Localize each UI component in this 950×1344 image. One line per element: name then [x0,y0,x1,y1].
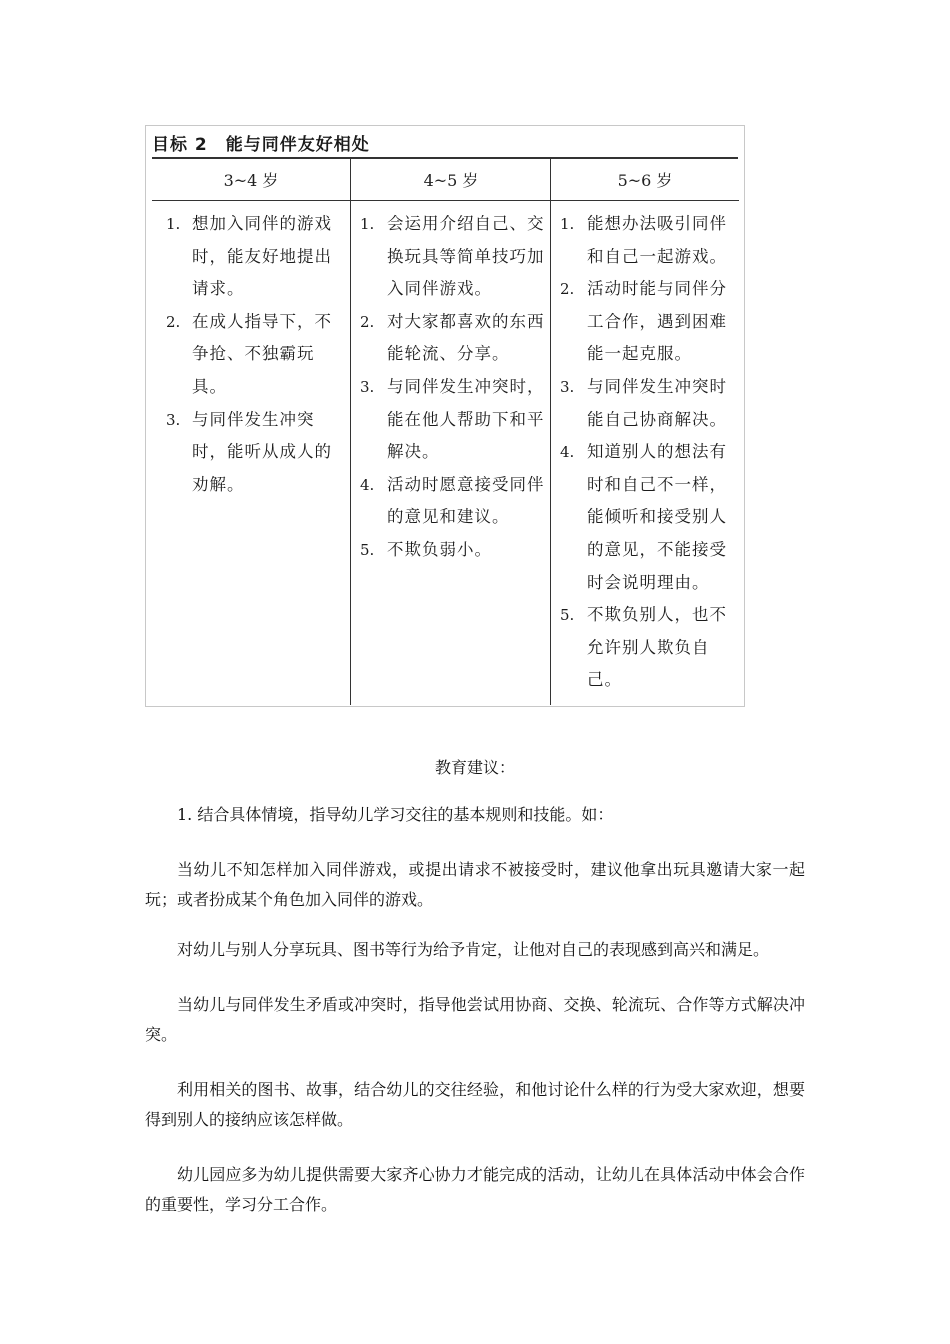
item-number: 3. [166,410,181,429]
list-item [351,306,551,371]
item-text: 不欺负别人，也不允许别人欺负自己。 [587,605,727,690]
item-text: 与同伴发生冲突时，能听从成人的劝解。 [192,409,332,494]
item-text: 与同伴发生冲突时，能在他人帮助下和平解决。 [387,376,545,462]
item-number: 1. [166,215,181,233]
item-text: 知道别人的想法有时和自己不一样，能倾听和接受别人的意见，不能接受时会说明理由。 [587,442,727,592]
list-item [551,273,739,371]
goal-list [152,201,350,501]
list-item [551,371,739,436]
item-text: 不欺负弱小。 [387,539,492,559]
age-column-5-6 [550,159,739,705]
item-number: 5. [560,606,575,625]
age-column-3-4 [152,159,350,705]
column-header: 4~5 岁 [351,159,551,201]
item-number: 5. [360,540,375,559]
column-header: 3~4 岁 [152,159,350,201]
list-item [551,599,739,697]
item-text: 在成人指导下，不争抢、不独霸玩具。 [192,311,332,396]
item-number: 3. [360,377,375,396]
item-number: 2. [360,312,375,331]
advice-paragraph: 当幼儿与同伴发生矛盾或冲突时，指导他尝试用协商、交换、轮流玩、合作等方式解决冲突。 [145,995,805,1044]
goal-title-text: 能与同伴友好相处 [225,135,370,155]
list-item [152,306,350,404]
list-item [551,436,739,599]
goal-title [152,130,370,155]
item-text: 活动时能与同伴分工合作，遇到困难能一起克服。 [587,279,727,364]
item-number: 2. [560,280,575,299]
advice-heading: 教育建议： [434,758,515,777]
list-item [351,534,551,567]
goal-table-image [145,125,745,707]
advice-paragraph: 对幼儿与别人分享玩具、图书等行为给予肯定，让他对自己的表现感到高兴和满足。 [177,940,770,959]
list-item [551,208,739,273]
advice-paragraph: 利用相关的图书、故事，结合幼儿的交往经验，和他讨论什么样的行为受大家欢迎，想要得到别人的接纳应该怎样做。 [145,1080,805,1129]
goal-number: 目标 2 [152,135,208,155]
column-header: 5~6 岁 [551,159,739,201]
item-text: 活动时愿意接受同伴的意见和建议。 [387,474,545,527]
list-item [152,208,350,306]
list-item [152,404,350,502]
goal-list [551,201,739,697]
advice-paragraph: 当幼儿不知怎样加入同伴游戏，或提出请求不被接受时，建议他拿出玩具邀请大家一起玩；或者扮成某个角色加入同伴的游戏。 [145,860,805,909]
item-text: 能想办法吸引同伴和自己一起游戏。 [587,214,727,266]
item-text: 想加入同伴的游戏时，能友好地提出请求。 [192,214,332,299]
item-number: 1. [360,215,375,233]
item-number: 2. [166,312,181,331]
list-item [351,371,551,469]
item-text: 与同伴发生冲突时能自己协商解决。 [587,376,727,429]
list-item [351,469,551,534]
item-number: 3. [560,377,575,396]
goal-table [152,157,738,705]
list-item [351,208,551,306]
goal-list [351,201,551,567]
advice-paragraph: 幼儿园应多为幼儿提供需要大家齐心协力才能完成的活动，让幼儿在具体活动中体会合作的重要性，学习分工合作。 [145,1165,805,1214]
item-number: 4. [360,475,375,494]
age-column-4-5 [350,159,551,705]
item-number: 1. [560,215,575,233]
advice-paragraph: 1. 结合具体情境，指导幼儿学习交往的基本规则和技能。如： [177,805,614,824]
item-text: 会运用介绍自己、交换玩具等简单技巧加入同伴游戏。 [387,214,545,299]
item-text: 对大家都喜欢的东西能轮流、分享。 [387,311,545,364]
item-number: 4. [560,443,575,462]
